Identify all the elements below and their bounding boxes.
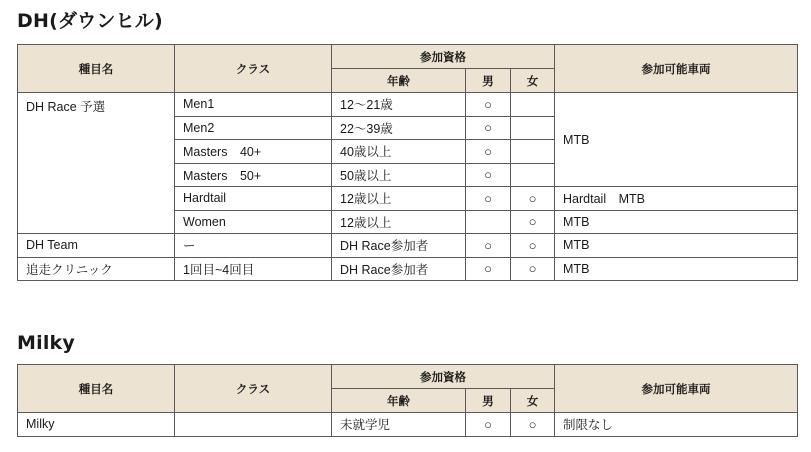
age-cell: DH Race参加者	[332, 234, 466, 258]
female-mark: ○	[511, 210, 555, 234]
header-eligibility: 参加資格	[332, 45, 555, 69]
age-cell: 50歳以上	[332, 163, 466, 187]
age-cell: 未就学児	[332, 413, 466, 437]
class-cell	[175, 413, 332, 437]
male-mark: ○	[466, 116, 511, 140]
age-cell: 12歳以上	[332, 210, 466, 234]
event-cell: DH Team	[18, 234, 175, 258]
age-cell: 12～21歳	[332, 93, 466, 117]
female-mark: ○	[511, 234, 555, 258]
dh-eligibility-table	[17, 44, 798, 281]
section-title-dh: DH(ダウンヒル)	[17, 10, 163, 32]
female-mark	[511, 116, 555, 140]
male-mark: ○	[466, 163, 511, 187]
male-mark: ○	[466, 93, 511, 117]
header-age: 年齢	[332, 389, 466, 413]
header-female: 女	[511, 389, 555, 413]
male-mark	[466, 210, 511, 234]
table-row	[18, 257, 798, 281]
event-cell: DH Race 予選	[18, 93, 175, 234]
vehicle-cell: MTB	[555, 234, 798, 258]
header-event: 種目名	[18, 45, 175, 93]
male-mark: ○	[466, 187, 511, 211]
event-cell: 追走クリニック	[18, 257, 175, 281]
vehicle-cell: 制限なし	[555, 413, 798, 437]
header-class: クラス	[175, 45, 332, 93]
header-eligibility: 参加資格	[332, 365, 555, 389]
event-cell: Milky	[18, 413, 175, 437]
class-cell: Women	[175, 210, 332, 234]
table-row	[18, 234, 798, 258]
male-mark: ○	[466, 140, 511, 164]
vehicle-cell: Hardtail MTB	[555, 187, 798, 211]
table-row	[18, 93, 798, 117]
class-cell: ー	[175, 234, 332, 258]
header-event: 種目名	[18, 365, 175, 413]
header-age: 年齢	[332, 69, 466, 93]
table-header-row	[18, 365, 798, 389]
class-cell: Hardtail	[175, 187, 332, 211]
female-mark	[511, 163, 555, 187]
milky-eligibility-table	[17, 364, 798, 437]
class-cell: Men1	[175, 93, 332, 117]
female-mark	[511, 93, 555, 117]
male-mark: ○	[466, 234, 511, 258]
header-vehicles: 参加可能車両	[555, 45, 798, 93]
class-cell: Men2	[175, 116, 332, 140]
age-cell: DH Race参加者	[332, 257, 466, 281]
female-mark	[511, 140, 555, 164]
vehicle-cell: MTB	[555, 257, 798, 281]
male-mark: ○	[466, 413, 511, 437]
table-header-row	[18, 45, 798, 69]
female-mark: ○	[511, 257, 555, 281]
age-cell: 22～39歳	[332, 116, 466, 140]
header-male: 男	[466, 389, 511, 413]
header-male: 男	[466, 69, 511, 93]
class-cell: Masters 50+	[175, 163, 332, 187]
header-female: 女	[511, 69, 555, 93]
section-title-milky: Milky	[17, 332, 75, 354]
female-mark: ○	[511, 413, 555, 437]
vehicle-cell: MTB	[555, 93, 798, 187]
header-class: クラス	[175, 365, 332, 413]
female-mark: ○	[511, 187, 555, 211]
age-cell: 40歳以上	[332, 140, 466, 164]
class-cell: Masters 40+	[175, 140, 332, 164]
age-cell: 12歳以上	[332, 187, 466, 211]
vehicle-cell: MTB	[555, 210, 798, 234]
table-row	[18, 413, 798, 437]
class-cell: 1回目~4回目	[175, 257, 332, 281]
header-vehicles: 参加可能車両	[555, 365, 798, 413]
male-mark: ○	[466, 257, 511, 281]
